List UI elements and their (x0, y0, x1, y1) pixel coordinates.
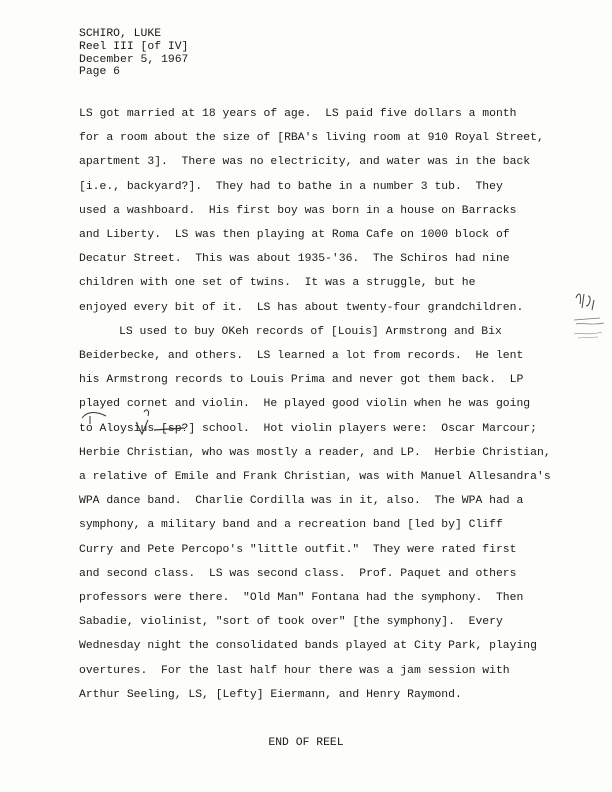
body-line: Decatur Street. This was about 1935-'36. The Schiros had nine (79, 253, 510, 266)
end-of-reel-label: END OF REEL (268, 737, 344, 749)
handwritten-margin-note (570, 290, 610, 350)
body-line: [i.e., backyard?]. They had to bathe in a number 3 tub. They (79, 180, 503, 193)
body-line: LS got married at 18 years of age. LS paid five dollars a month (79, 108, 517, 120)
body-line: enjoyed every bit of it. LS has about twenty-four grandchildren. (79, 301, 524, 314)
body-line: overtures. For the last half hour there was a jam session with (79, 664, 510, 677)
body-line: his Armstrong records to Louis Prima and never got them back. LP (79, 374, 524, 387)
body-line: Arthur Seeling, LS, [Lefty] Eiermann, and Henry Raymond. (79, 688, 462, 701)
body-line: for a room about the size of [RBA's living room at 910 Royal Street, (79, 132, 544, 145)
interviewee-name: SCHIRO, LUKE (79, 28, 162, 40)
body-line: children with one set of twins. It was a struggle, but he (79, 277, 476, 290)
body-line: symphony, a military band and a recreation band [led by] Cliff (79, 519, 503, 532)
body-line: apartment 3]. There was no electricity, and water was in the back (79, 156, 531, 169)
body-line: Herbie Christian, who was mostly a reader, and LP. Herbie Christian, (79, 446, 551, 459)
body-line: professors were there. "Old Man" Fontana had the symphony. Then (79, 592, 524, 604)
body-line: and Liberty. LS was then playing at Roma Cafe on 1000 block of (79, 229, 510, 241)
body-line: a relative of Emile and Frank Christian, was with Manuel Allesandra's (79, 471, 551, 483)
body-line: LS used to buy OKeh records of [Louis] Armstrong and Bix (119, 325, 502, 338)
body-line: Curry and Pete Percopo's "little outfit." They were rated first (79, 543, 517, 556)
page-number: Page 6 (79, 66, 121, 79)
page-header (79, 28, 188, 79)
body-line: Sabadie, violinist, "sort of took over" [the symphony]. Every (79, 616, 503, 629)
body-line: Wednesday night the consolidated bands played at City Park, playing (79, 640, 537, 653)
body-line: WPA dance band. Charlie Cordilla was in it, also. The WPA had a (79, 495, 524, 508)
body-line: Beiderbecke, and others. LS learned a lot from records. He lent (79, 350, 524, 362)
body-line: to Aloysius [sp?] school. Hot violin players were: Oscar Marcour; (79, 422, 537, 435)
interview-date: December 5, 1967 (79, 53, 189, 66)
handwritten-correction-marks (80, 408, 220, 438)
body-line: used a washboard. His first boy was born in a house on Barracks (79, 204, 517, 217)
reel-label: Reel III [of IV] (79, 40, 189, 53)
body-line: played cornet and violin. He played good violin when he was going (79, 398, 531, 411)
body-line: and second class. LS was second class. Prof. Paquet and others (79, 567, 517, 580)
